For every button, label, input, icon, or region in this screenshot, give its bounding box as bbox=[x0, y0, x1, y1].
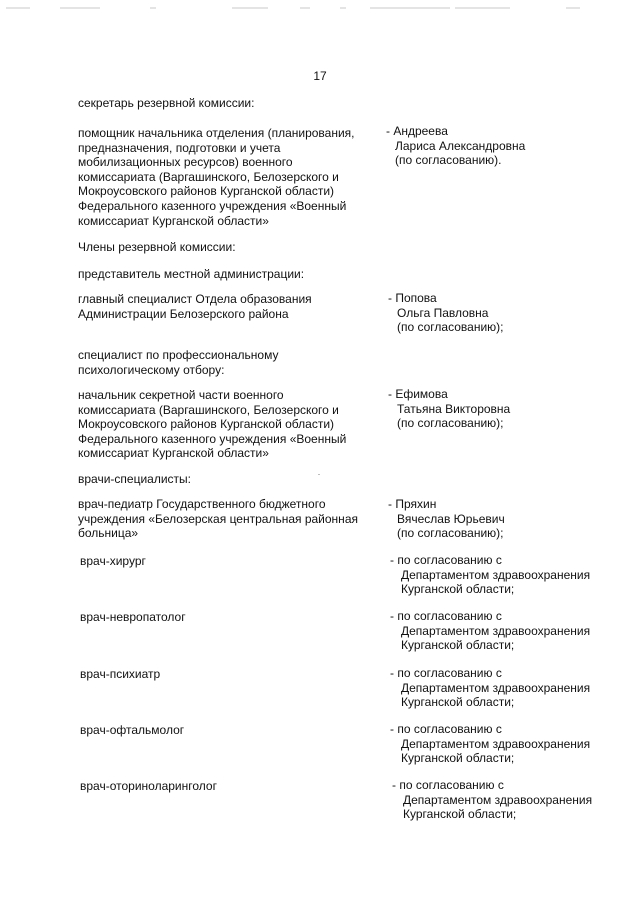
text-line: Курганской области; bbox=[401, 638, 515, 653]
text-line: комиссариат Курганской области» bbox=[78, 446, 269, 461]
secretary-heading: секретарь резервной комиссии: bbox=[78, 96, 255, 110]
text-line: мобилизационных ресурсов) военного bbox=[78, 155, 293, 170]
text-line: больница» bbox=[78, 526, 139, 541]
text-line: врач-педиатр Государственного бюджетного bbox=[78, 497, 326, 511]
text-line: главный специалист Отдела образования bbox=[78, 292, 312, 306]
scan-speck bbox=[318, 474, 320, 475]
text-line: - Ефимова bbox=[388, 387, 448, 401]
psych-position bbox=[78, 388, 390, 461]
specialist-agreement bbox=[392, 778, 632, 822]
specialist-title: врач-невропатолог bbox=[80, 610, 186, 624]
text-line: специалист по профессиональному bbox=[78, 348, 279, 362]
local-admin-name bbox=[388, 291, 628, 335]
secretary-position bbox=[78, 126, 390, 228]
text-line: Ольга Павловна bbox=[397, 305, 489, 320]
text-line: - Попова bbox=[388, 291, 437, 305]
specialist-title: врач-психиатр bbox=[80, 667, 161, 681]
text-line: Департаментом здравоохранения bbox=[401, 567, 591, 582]
text-line: Департаментом здравоохранения bbox=[401, 623, 591, 638]
text-line: - по согласованию с bbox=[390, 722, 502, 736]
text-line: комиссариата (Варгашинского, Белозерского и bbox=[78, 169, 339, 184]
text-line: учреждения «Белозерская центральная районная bbox=[78, 511, 358, 526]
text-line: Департаментом здравоохранения bbox=[401, 680, 591, 695]
scan-artifact-line bbox=[0, 6, 640, 10]
text-line: Администрации Белозерского района bbox=[78, 306, 289, 321]
text-line: Курганской области; bbox=[401, 695, 515, 710]
text-line: Курганской области; bbox=[401, 582, 515, 597]
text-line: комиссариат Курганской области» bbox=[78, 213, 269, 228]
text-line: Курганской области; bbox=[401, 751, 515, 766]
text-line: - по согласованию с bbox=[390, 666, 502, 680]
text-line: (по согласованию); bbox=[397, 526, 504, 541]
members-heading: Члены резервной комиссии: bbox=[78, 240, 236, 254]
text-line: Лариса Александровна bbox=[395, 138, 526, 153]
text-line: (по согласованию); bbox=[397, 320, 504, 335]
text-line: Мокроусовского районов Курганской области) bbox=[78, 417, 335, 432]
doctors-heading: врачи-специалисты: bbox=[78, 472, 191, 486]
text-line: Департаментом здравоохранения bbox=[401, 736, 591, 751]
specialist-title: врач-хирург bbox=[80, 554, 146, 568]
text-line: комиссариата (Варгашинского, Белозерского и bbox=[78, 402, 339, 417]
text-line: Департаментом здравоохранения bbox=[403, 792, 593, 807]
text-line: - по согласованию с bbox=[392, 778, 504, 792]
specialist-title: врач-офтальмолог bbox=[80, 723, 185, 737]
text-line: Вячеслав Юрьевич bbox=[397, 511, 505, 526]
specialist-title: врач-оториноларинголог bbox=[80, 779, 217, 793]
text-line: Татьяна Викторовна bbox=[397, 401, 511, 416]
text-line: помощник начальника отделения (планирования, bbox=[78, 126, 355, 140]
text-line: - по согласованию с bbox=[390, 553, 502, 567]
psych-heading bbox=[78, 348, 390, 377]
text-line: - по согласованию с bbox=[390, 609, 502, 623]
text-line: (по согласованию); bbox=[397, 416, 504, 431]
text-line: Курганской области; bbox=[403, 807, 517, 822]
text-line: Федерального казенного учреждения «Военный bbox=[78, 431, 347, 446]
specialist-agreement bbox=[390, 722, 630, 766]
specialist-agreement bbox=[390, 553, 630, 597]
text-line: психологическому отбору: bbox=[78, 362, 225, 377]
secretary-name bbox=[386, 124, 626, 168]
text-line: - Пряхин bbox=[388, 497, 437, 511]
specialist-agreement bbox=[390, 609, 630, 653]
page-number: 17 bbox=[313, 69, 327, 83]
local-admin-position bbox=[78, 292, 390, 321]
pediatrician-name bbox=[388, 497, 628, 541]
text-line: начальник секретной части военного bbox=[78, 388, 284, 402]
specialist-agreement bbox=[390, 666, 630, 710]
text-line: (по согласованию). bbox=[395, 153, 502, 168]
pediatrician-position bbox=[78, 497, 390, 541]
text-line: предназначения, подготовки и учета bbox=[78, 140, 281, 155]
text-line: Мокроусовского районов Курганской области) bbox=[78, 184, 335, 199]
psych-name bbox=[388, 387, 628, 431]
local-admin-heading: представитель местной администрации: bbox=[78, 267, 305, 281]
text-line: Федерального казенного учреждения «Военный bbox=[78, 198, 347, 213]
text-line: - Андреева bbox=[386, 124, 448, 138]
